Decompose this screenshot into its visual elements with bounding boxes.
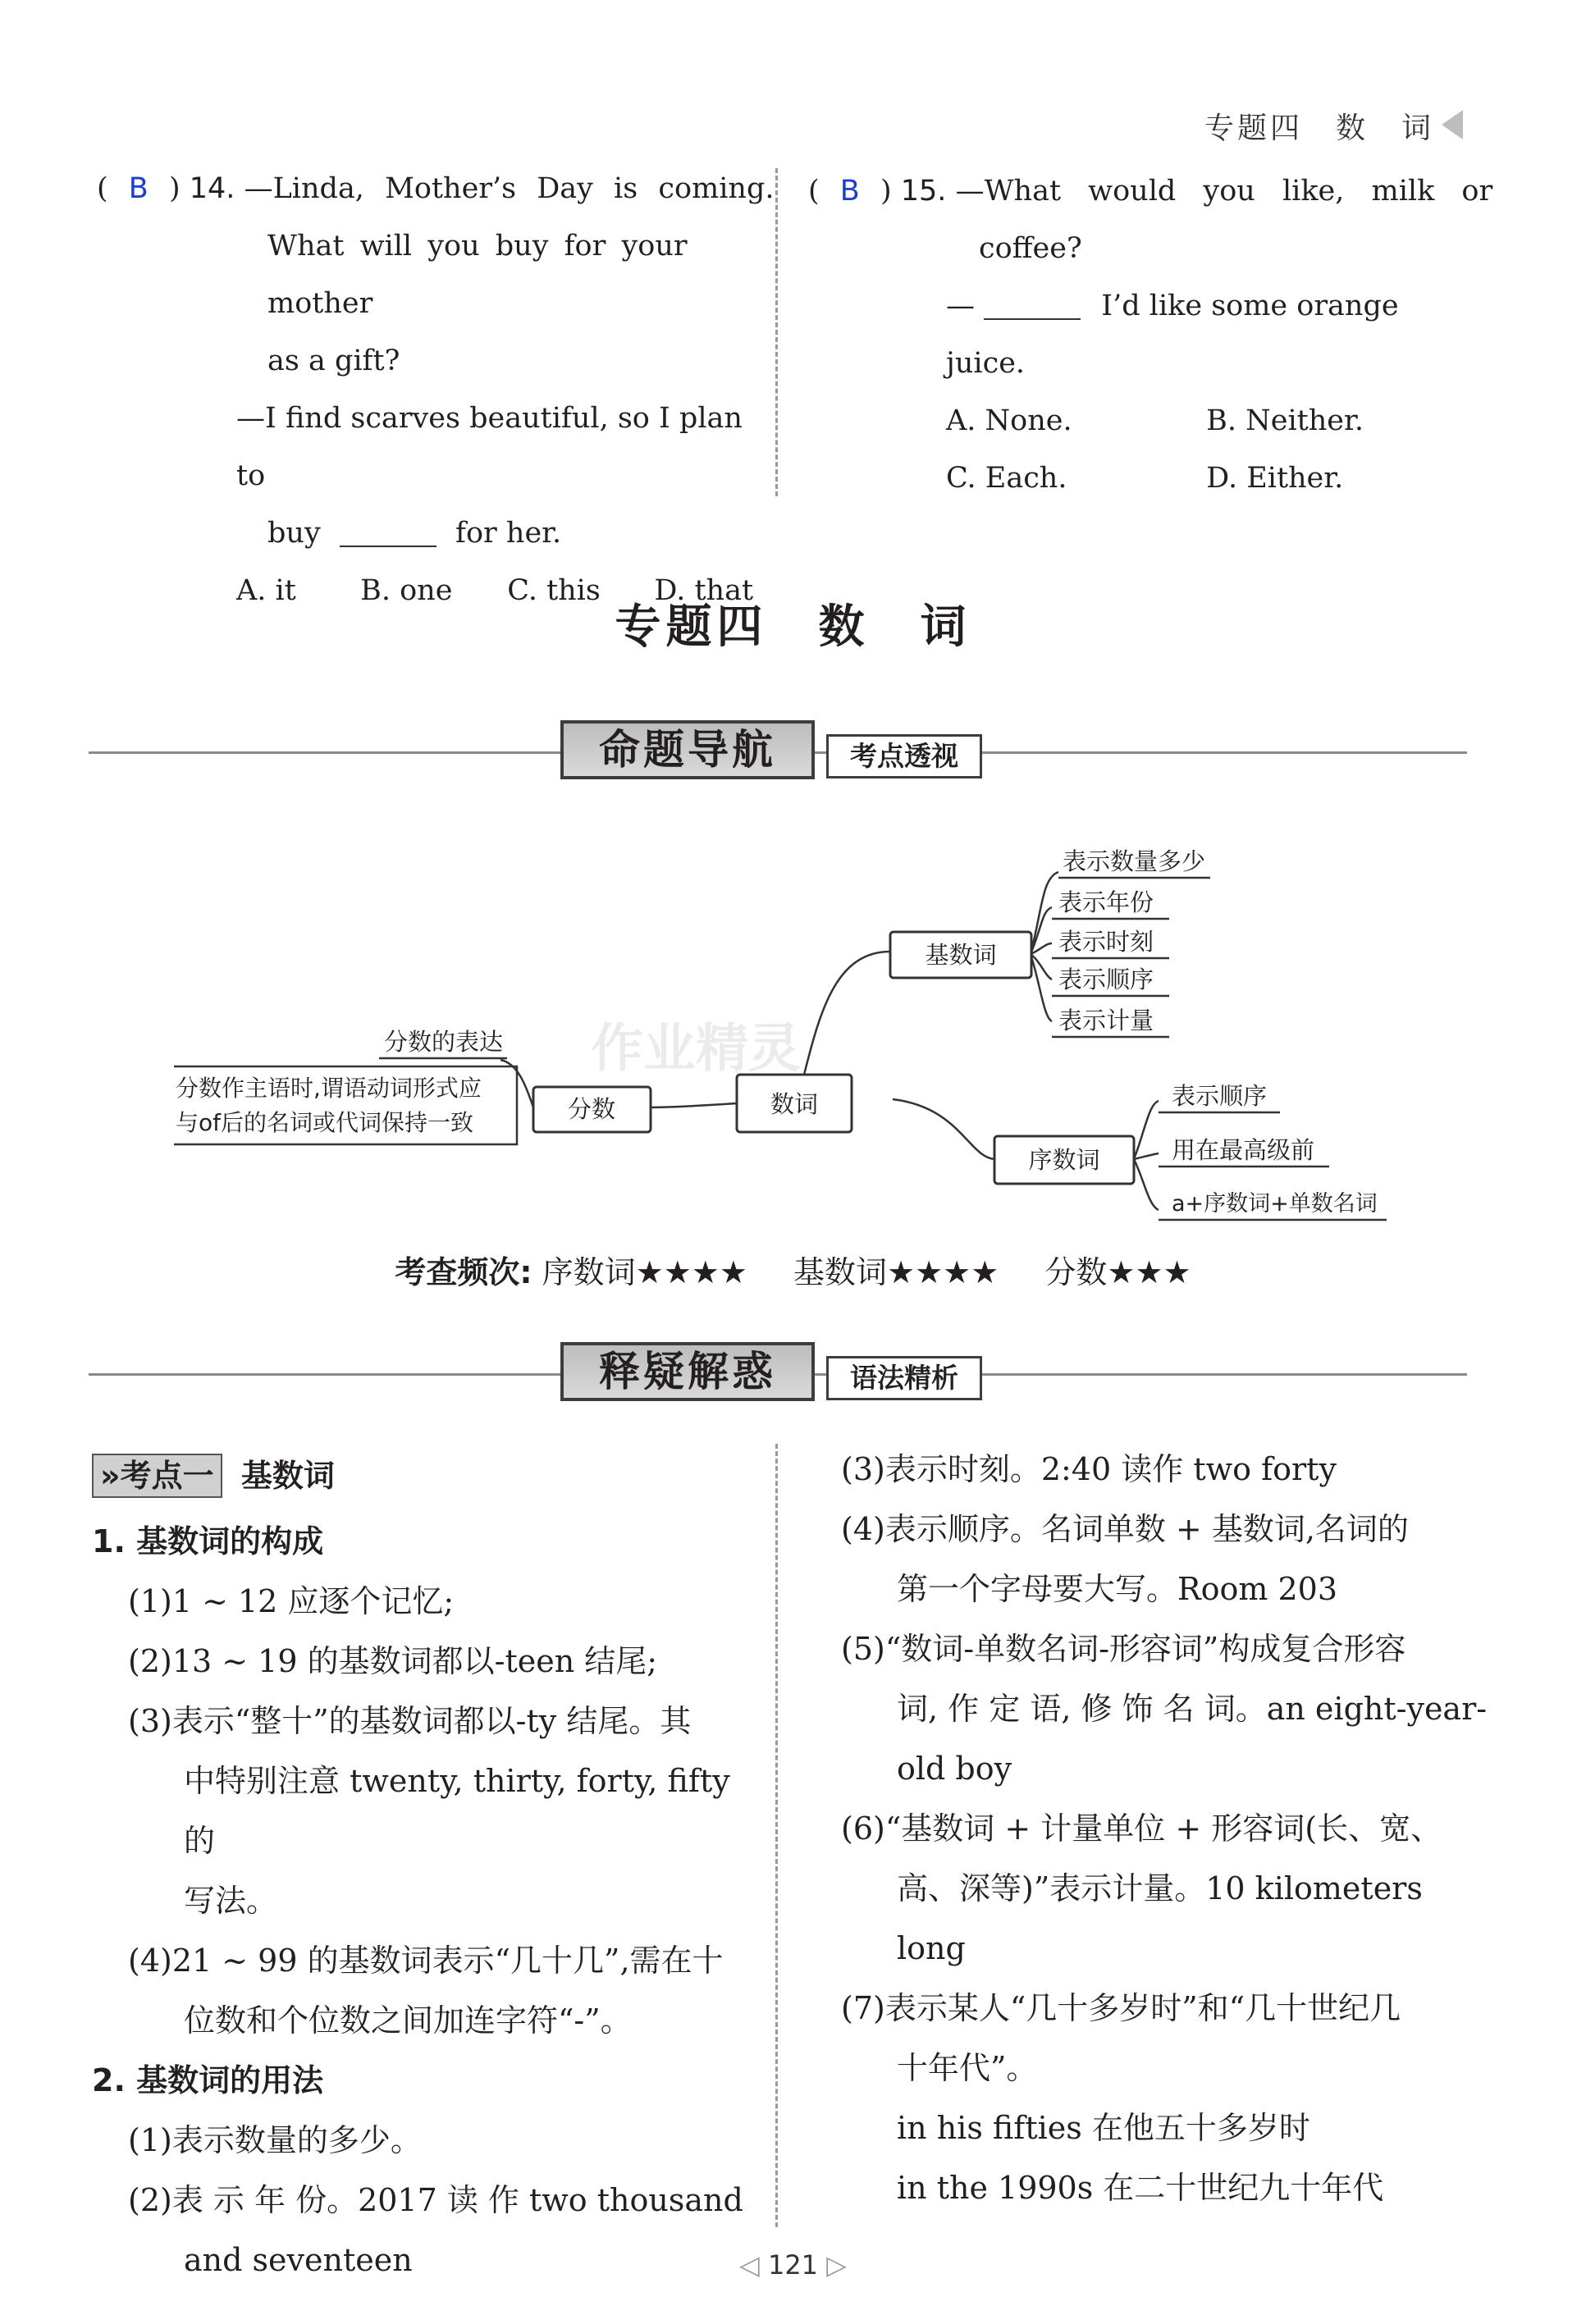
chevron-right-icon: »: [100, 1458, 121, 1494]
q14-line-2: What will you buy for your mother: [267, 230, 688, 320]
section-title: 专题四 数 词: [615, 600, 971, 654]
link-root-cardinal: [804, 952, 890, 1075]
section-tag: [92, 1450, 335, 1498]
right-line-4a: (4)表示顺序。名词单数 + 基数词,名词的: [841, 1511, 1409, 1547]
column-divider-bottom: [775, 1444, 778, 2227]
q15-option-b: B. Neither.: [1206, 404, 1364, 437]
band1-main: 命题导航: [560, 720, 815, 779]
frequency-label: 考查频次:: [395, 1254, 532, 1290]
ordinal-item-1: 表示顺序: [1172, 1082, 1268, 1110]
q14-line-1: [97, 160, 775, 217]
right-line-5b: 词, 作 定 语, 修 饰 名 词。an eight-year-: [897, 1691, 1488, 1727]
q15-answer: B: [839, 175, 860, 208]
link-ord-2: [1134, 1153, 1159, 1159]
right-line-5a: (5)“数词-单数名词-形容词”构成复合形容: [841, 1631, 1406, 1667]
ordinal-item-3: a+序数词+单数名词: [1172, 1191, 1378, 1217]
fraction-note-label: 分数的表达: [384, 1028, 504, 1056]
left-line-3b: 中特别注意 twenty, thirty, forty, fifty 的: [184, 1763, 730, 1859]
left-line-4b: 位数和个位数之间加连字符“-”。: [184, 2002, 632, 2039]
q14-text-5b: for her.: [455, 517, 562, 550]
ordinal-item-2: 用在最高级前: [1172, 1136, 1315, 1164]
q15-option-a: A. None.: [946, 404, 1072, 437]
cardinal-item-1: 表示数量多少: [1063, 847, 1206, 875]
left-line-1: (1)1 ~ 12 应逐个记忆;: [128, 1583, 455, 1619]
section-tag-title: 基数词: [240, 1458, 335, 1494]
question-14: [97, 160, 775, 619]
running-header: 专题四 数 词: [1204, 112, 1434, 145]
cardinal-item-4: 表示顺序: [1058, 966, 1154, 993]
watermark: 作业精灵: [591, 1019, 801, 1080]
band1-sub: 考点透视: [826, 734, 982, 778]
right-column: [841, 1440, 1497, 2218]
fraction-note-line-2: 与of后的名词或代词保持一致: [176, 1109, 473, 1136]
right-line-7d: in the 1990s 在二十世纪九十年代: [897, 2170, 1384, 2206]
q15-number: 15.: [900, 175, 947, 208]
q14-line-4: —I find scarves beautiful, so I plan to: [236, 402, 743, 492]
q15-option-c: C. Each.: [946, 462, 1067, 495]
q15-text-3a: —: [946, 290, 975, 322]
link-card-5: [1031, 954, 1052, 1021]
q14-text-5a: buy: [267, 517, 321, 550]
heading-usage: 2. 基数词的用法: [92, 2062, 324, 2098]
right-line-6a: (6)“基数词 + 计量单位 + 形容词(长、宽、: [841, 1810, 1442, 1847]
right-line-6b: 高、深等)”表示计量。10 kilometers long: [897, 1870, 1423, 1966]
q14-line-5: [97, 505, 745, 562]
q14-paren-close: ): [168, 172, 181, 205]
q14-text-1: —Linda, Mother’s Day is coming.: [244, 172, 775, 205]
cardinal-item-3: 表示时刻: [1058, 928, 1154, 956]
q15-line-3: [808, 277, 1473, 392]
q15-option-d: D. Either.: [1206, 462, 1344, 495]
fraction-note-line-1: 分数作主语时,谓语动词形式应: [176, 1075, 482, 1102]
q14-paren-open: (: [97, 172, 108, 205]
root-label: 数词: [770, 1090, 819, 1118]
page-prev-icon: ◁: [739, 2249, 768, 2281]
link-root-ordinal: [893, 1099, 994, 1159]
frequency-cardinal: 基数词★★★★: [793, 1254, 999, 1290]
left-usage-1: (1)表示数量的多少。: [128, 2122, 422, 2158]
left-line-4a: (4)21 ~ 99 的基数词表示“几十几”,需在十: [128, 1943, 724, 1979]
frequency-ordinal: 序数词★★★★: [542, 1254, 747, 1290]
cardinal-item-2: 表示年份: [1058, 888, 1154, 916]
band2-main: 释疑解惑: [560, 1342, 815, 1401]
page-footer: [0, 2249, 1586, 2281]
left-line-2: (2)13 ~ 19 的基数词都以-teen 结尾;: [128, 1643, 658, 1679]
q14-line-3: as a gift?: [267, 345, 400, 377]
left-line-3c: 写法。: [184, 1883, 278, 1919]
heading-composition: 1. 基数词的构成: [92, 1523, 324, 1559]
q15-blank: [984, 285, 1081, 320]
band2-sub: 语法精析: [826, 1356, 982, 1400]
q15-text-1: —What would you like, milk or: [955, 175, 1493, 208]
q14-answer: B: [128, 172, 149, 205]
q15-paren-close: ): [880, 175, 892, 208]
right-line-7b: 十年代”。: [897, 2050, 1038, 2086]
left-usage-2a: (2)表 示 年 份。2017 读 作 two thousand: [128, 2182, 743, 2218]
right-line-7c: in his fifties 在他五十多岁时: [897, 2110, 1310, 2146]
q15-paren-open: (: [808, 175, 820, 208]
left-usage-2b: and seventeen: [184, 2242, 413, 2278]
q14-blank: [340, 513, 436, 547]
link-ord-1: [1134, 1101, 1159, 1159]
ordinal-label: 序数词: [1028, 1146, 1100, 1174]
link-ord-3: [1134, 1159, 1159, 1210]
section-tag-box: [92, 1454, 222, 1498]
cardinal-label: 基数词: [925, 941, 997, 969]
q15-line-2: coffee?: [979, 232, 1082, 265]
q15-text-3b: I’d like some orange juice.: [946, 290, 1399, 380]
q15-line-1: [808, 162, 1493, 220]
left-line-3a: (3)表示“整十”的基数词都以-ty 结尾。其: [128, 1703, 692, 1739]
page-number: 121: [767, 2249, 819, 2281]
column-divider-top: [775, 168, 778, 496]
frequency-fraction: 分数★★★: [1044, 1254, 1191, 1290]
mindmap: [0, 820, 1586, 1230]
cardinal-item-5: 表示计量: [1058, 1007, 1154, 1034]
q15-options-row-2: [808, 450, 1473, 507]
q14-option-c: C. this: [507, 574, 601, 607]
fraction-label: 分数: [567, 1095, 616, 1123]
q14-number: 14.: [189, 172, 235, 205]
q15-options-row-1: [808, 392, 1473, 450]
right-line-5c: old boy: [897, 1751, 1012, 1787]
q14-option-a: A. it: [236, 574, 296, 607]
right-line-7a: (7)表示某人“几十多岁时”和“几十世纪几: [841, 1990, 1401, 2026]
page-next-icon: ▷: [826, 2249, 847, 2281]
q14-option-b: B. one: [360, 574, 453, 607]
q14-option-d: D. that: [654, 574, 754, 607]
header-triangle-icon: [1442, 110, 1463, 139]
right-line-3: (3)表示时刻。2:40 读作 two forty: [841, 1451, 1337, 1487]
left-column: [92, 1512, 748, 2290]
frequency-line: [0, 1247, 1586, 1292]
question-15: [808, 162, 1493, 507]
right-line-4b: 第一个字母要大写。Room 203: [897, 1571, 1338, 1607]
link-root-fraction: [648, 1103, 737, 1107]
section-tag-label: 考点一: [120, 1458, 214, 1494]
